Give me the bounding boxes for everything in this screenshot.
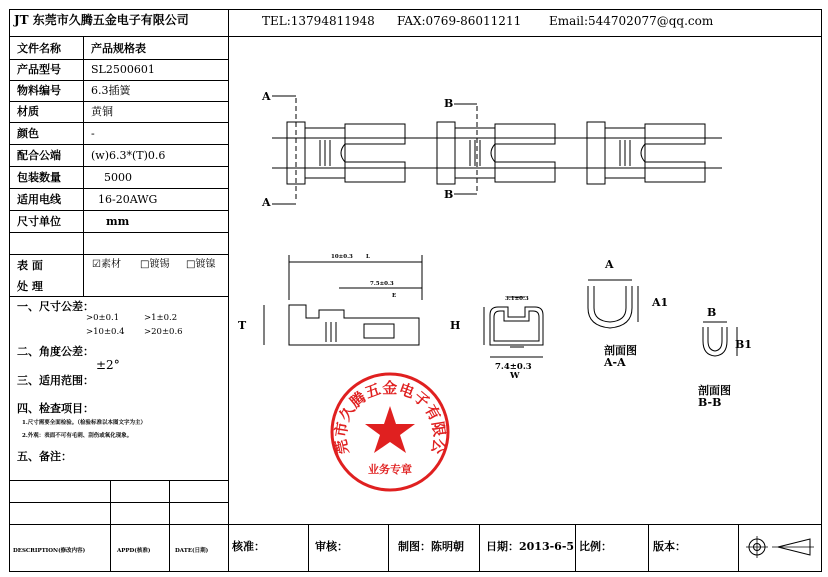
spec-value: (w)6.3*(T)0.6 [91,149,166,162]
section-b-caption-2: B-B [698,396,722,409]
tolerance-value: >0±0.1 [86,313,120,323]
surface-option-tin: □镀锡 [140,259,170,270]
revision-approved-header: APPD(核准) [117,548,151,554]
bottom-bar-divider [308,524,309,572]
section-marker-b-bottom: B [444,188,454,201]
section-marker-a-top: A [262,90,271,103]
angle-tolerance-value: ±2° [96,358,120,372]
tolerance-value: >10±0.4 [86,327,125,337]
section-a-title: A [605,258,614,271]
overall-length-dim: 10±0.3 [331,254,353,260]
spec-label: 产品型号 [17,63,61,76]
top-width-dim: 3.1±0.3 [505,296,529,302]
spec-table-col-divider [83,36,84,254]
revision-description-header: DESCRIPTION(修改内容) [13,548,86,554]
svg-text:业务专章: 业务专章 [368,463,412,476]
bottom-bar-line [228,524,822,525]
surface-label: 表 面 [17,259,43,272]
section-a-a1-label: A1 [652,296,669,309]
section-b-drawing [695,315,765,375]
surface-label-2: 处 理 [17,280,43,293]
scope-title: 三、适用范围： [17,374,94,387]
remarks-title: 五、备注： [17,450,72,463]
spec-value: 16-20AWG [98,193,158,206]
section-marker-b-top: B [444,97,454,110]
bottom-bar-divider [479,524,480,572]
surface-option-raw: ☑素材 [92,259,121,270]
section-b-caption: 剖面图 [698,384,731,397]
revision-date-header: DATE(日期) [175,548,209,554]
bottom-bar-divider [575,524,576,572]
bottom-bar-divider [738,524,739,572]
svg-text:东莞市久腾五金电子有限公司: 东莞市久腾五金电子有限公司 [320,356,449,456]
revision-line [9,480,228,481]
bottom-bar-divider [388,524,389,572]
date: 日期：2013-6-5 [486,540,575,553]
spec-label: 适用电线 [17,193,61,206]
tel: TEL:13794811948 [262,14,375,28]
approve-label: 核准： [232,540,265,553]
company-name: JT 东莞市久腾五金电子有限公司 [14,13,189,27]
header-divider [9,36,822,37]
side-view-drawing [244,250,429,360]
spec-label: 材质 [17,105,39,118]
revision-col-divider [169,480,170,572]
email: Email:544702077@qq.com [549,14,714,28]
spec-label: 颜色 [17,127,39,140]
scale-label: 比例： [579,540,612,553]
tolerance-value: >20±0.6 [144,327,183,337]
left-panel-divider [228,9,229,572]
section-b-title: B [707,306,717,319]
spec-label: 包装数量 [17,171,61,184]
section-marker-a-bottom: A [262,196,271,209]
revision-col-divider [110,480,111,572]
spec-label: 配合公端 [17,149,61,162]
inspection-item: 1.尺寸需要全面检验。（检验标准以本图文字为主） [22,420,146,426]
tolerance-value: >1±0.2 [144,313,178,323]
spec-value: 黄铜 [91,105,113,118]
spec-value: 5000 [104,171,132,184]
spec-value: 产品规格表 [91,42,146,55]
tolerance-title: 一、尺寸公差： [17,300,94,313]
version-label: 版本： [653,540,686,553]
section-a-caption: 剖面图 [604,344,637,357]
fax: FAX:0769-86011211 [397,14,522,28]
spec-value: mm [106,215,130,228]
spec-label: 文件名称 [17,42,61,55]
section-a-caption-2: A-A [604,356,626,369]
e-label: E [392,293,397,299]
spec-label: 物料编号 [17,84,61,97]
spec-label: 尺寸单位 [17,215,61,228]
drafter: 制图：陈明朝 [398,540,464,553]
spec-value: SL2500601 [91,63,155,76]
length-label: L [366,254,370,260]
revision-line [9,524,228,525]
section-a-drawing [580,268,650,348]
spec-value: 6.3插簧 [91,84,131,97]
width-label: W [510,371,520,381]
spec-value: - [91,127,95,140]
company-seal-stamp [320,356,452,494]
projection-symbol-icon [744,533,816,561]
revision-line [9,502,228,503]
angle-tolerance-title: 二、角度公差： [17,345,94,358]
terminal-strip-drawing [232,80,732,220]
surface-option-nickel: □镀镍 [186,259,216,270]
height-label: H [450,319,461,332]
inspection-item: 2.外观：表面不可有毛刺、刮伤或氧化现象。 [22,433,133,439]
sub-length-dim: 7.5±0.3 [370,281,394,287]
review-label: 审核： [315,540,348,553]
thickness-label: T [238,319,247,332]
section-b-b1-label: B1 [735,338,752,351]
inspection-title: 四、检查项目： [17,402,94,415]
width-dim: 7.4±0.3 [495,362,532,372]
bottom-bar-divider [648,524,649,572]
